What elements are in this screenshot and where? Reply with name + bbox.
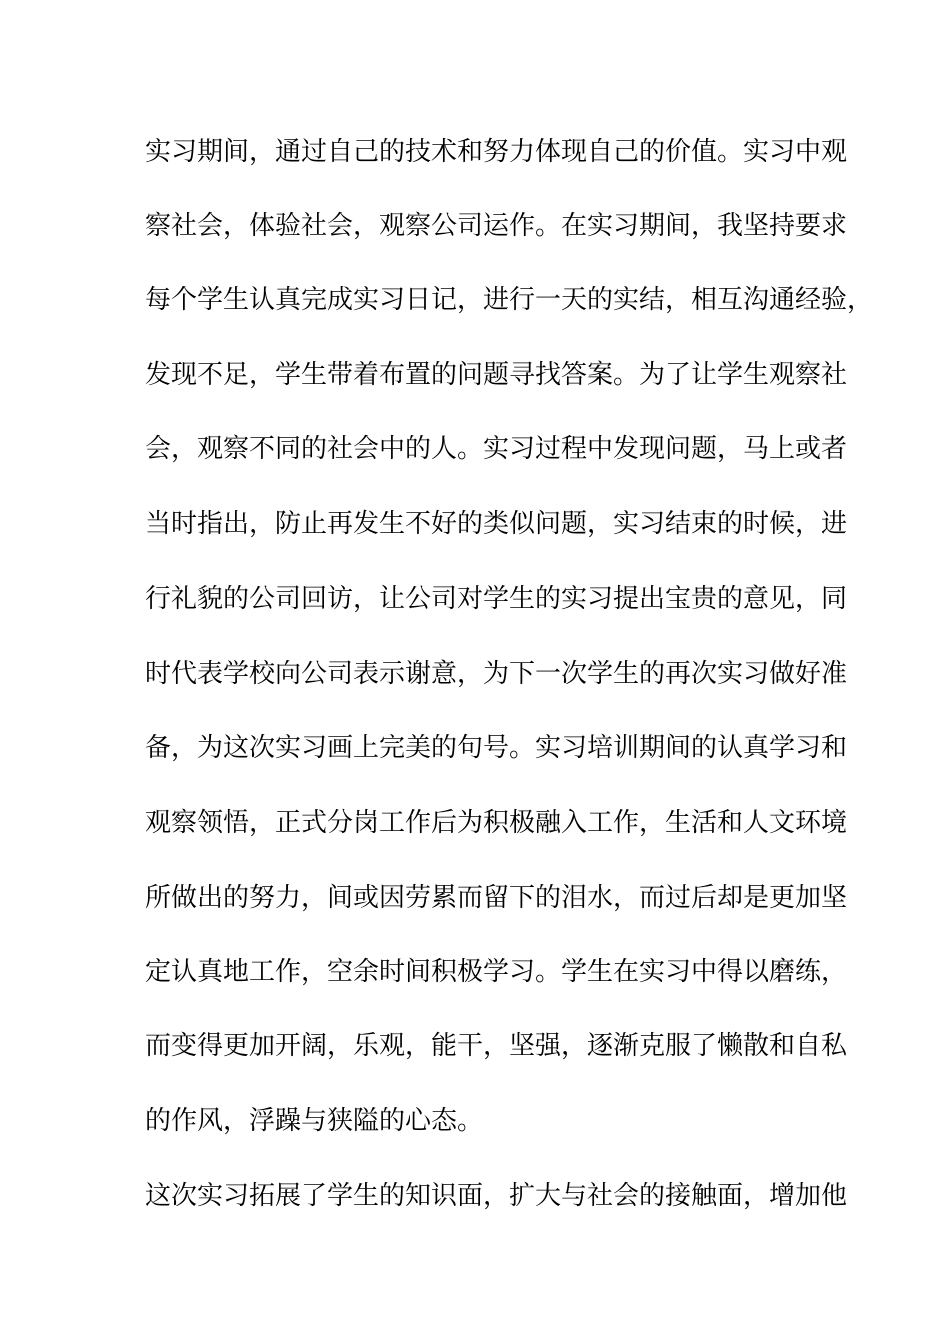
- paragraph-line: 会，观察不同的社会中的人。实习过程中发现问题，马上或者: [145, 434, 848, 464]
- paragraph-line: 的作风，浮躁与狭隘的心态。: [145, 1106, 484, 1136]
- paragraph-line: 每个学生认真完成实习日记，进行一天的实结，相互沟通经验，: [145, 285, 874, 315]
- paragraph-line: 察社会，体验社会，观察公司运作。在实习期间，我坚持要求: [145, 211, 848, 241]
- paragraph-line: 所做出的努力，间或因劳累而留下的泪水，而过后却是更加坚: [145, 883, 848, 913]
- paragraph-line: 实习期间，通过自己的技术和努力体现自己的价值。实习中观: [145, 137, 848, 167]
- paragraph-line: 时代表学校向公司表示谢意，为下一次学生的再次实习做好准: [145, 659, 848, 689]
- paragraph-line: 这次实习拓展了学生的知识面，扩大与社会的接触面，增加他: [145, 1181, 848, 1211]
- paragraph-line: 发现不足，学生带着布置的问题寻找答案。为了让学生观察社: [145, 360, 848, 390]
- paragraph-line: 而变得更加开阔，乐观，能干，坚强，逐渐克服了懒散和自私: [145, 1031, 848, 1061]
- paragraph-line: 观察领悟，正式分岗工作后为积极融入工作，生活和人文环境: [145, 808, 848, 838]
- paragraph-line: 备，为这次实习画上完美的句号。实习培训期间的认真学习和: [145, 733, 848, 763]
- paragraph-line: 定认真地工作，空余时间积极学习。学生在实习中得以磨练，: [145, 957, 848, 987]
- paragraph-line: 行礼貌的公司回访，让公司对学生的实习提出宝贵的意见，同: [145, 584, 848, 614]
- paragraph-line: 当时指出，防止再发生不好的类似问题，实习结束的时候，进: [145, 509, 848, 539]
